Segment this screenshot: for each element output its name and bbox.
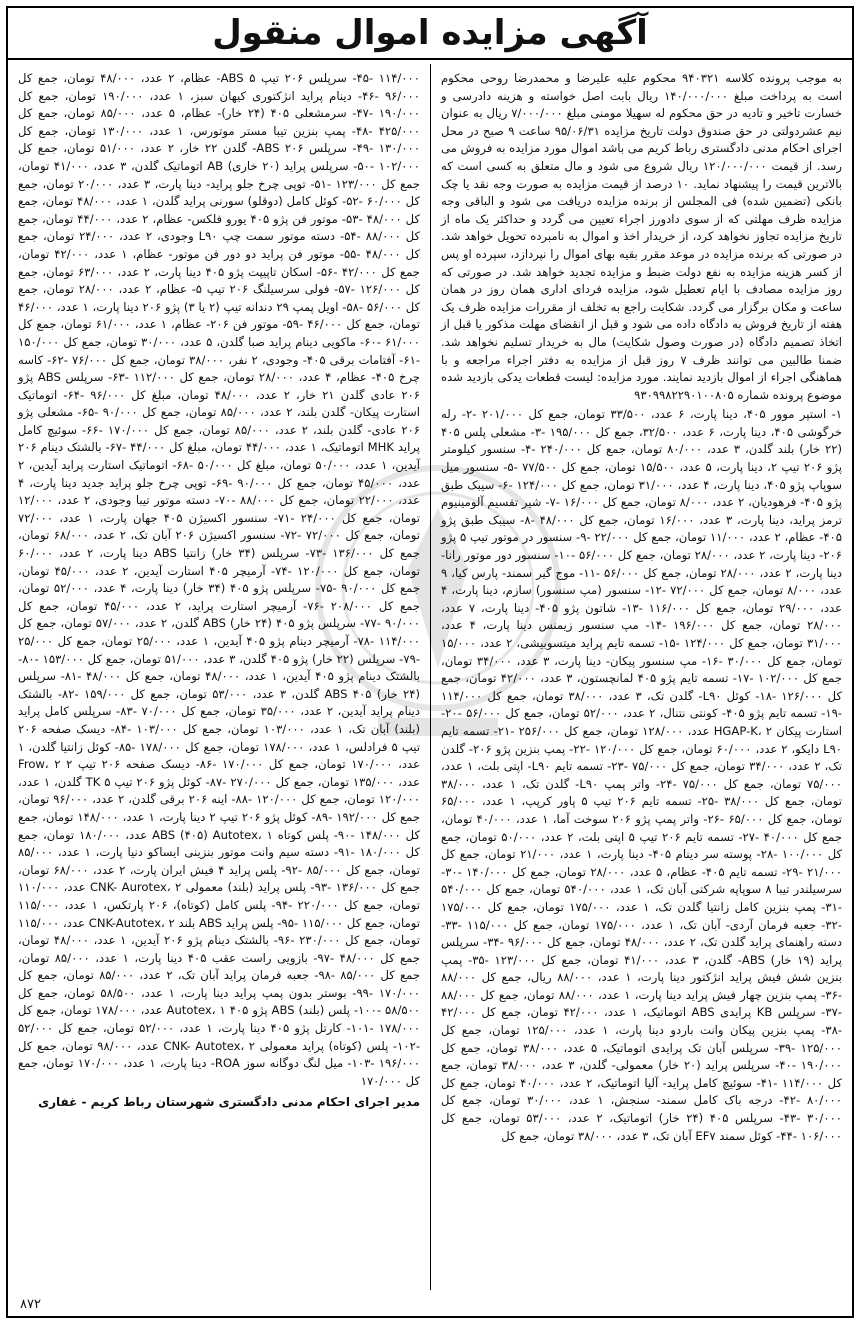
items-list-part-1: ۱- استپر موور ۴۰۵، دینا پارت، ۶ عدد، ۳۳/۵۰۰ تومان، جمع کل ۲۰۱/۰۰۰ -۲- رله خرگوشی ۴۰۵، دینا پارت، ۶ عدد، ۳۲/۵۰۰، جمع کل ۱۹۵/۰۰۰ -۳- مشعلی پلس ۴۰۵ (۲۲ خار) بلند گلدن، ۳ عدد، ۸۰/۰۰۰ تومان، جمع کل ۲۴۰/۰۰۰ -۴- سنسور کیلومتر پژو ۲۰۶ تیپ ۲، دینا پارت، ۵ عدد، ۱۵/۵۰۰ تومان، جمع کل ۷۷/۵۰۰ -۵- سنسور میل سوپاپ پژو ۴۰۵، دینا پارت، ۴ عدد، ۳۱/۰۰۰ تومان، جمع کل ۱۲۴/۰۰۰ -۶- سیبک طبق پژو ۴۰۵- فرهودیان، ۲ عدد، ۸/۰۰۰ تومان، جمع کل ۱۶/۰۰۰ -۷- شیر تقسیم آلومینیوم ترمز پراید، دینا پارت، ۳ عدد، ۱۶/۰۰۰ تومان، جمع کل ۴۸/۰۰۰ -۸- سیبک طبق پژو ۴۰۵- عظام، ۲ عدد، ۱۱/۰۰۰ تومان، جمع کل ۲۲/۰۰۰ -۹- سنسور در موتور تیپ ۵ پژو ۲۰۶- دینا پارت، ۲ عدد، ۲۸/۰۰۰ تومان، جمع کل ۵۶/۰۰۰ -۱۰- سنسور دور موتور رانا- دینا پارت، ۲ عدد، ۲۸/۰۰۰ تومان، جمع کل ۵۶/۰۰۰ -۱۱- موج گیر سمند- پارس کیا، ۹ عدد، ۸/۰۰۰ تومان، جمع کل ۷۲/۰۰۰ -۱۲- سنسور (مپ سنسور) سازم، دینا پارت، ۴ عدد، ۲۹/۰۰۰ تومان، جمع کل ۱۱۶/۰۰۰ -۱۳- شاتون پژو ۴۰۵- دینا پارت، ۷ عدد، ۲۸/۰۰۰ تومان، جمع کل ۱۹۶/۰۰۰ -۱۴- مپ سنسور زیمنس دینا پارت، ۴ عدد، ۳۱/۰۰۰ تومان، جمع کل ۱۲۴/۰۰۰ -۱۵- تسمه تایم پراید میتسوبیشی، ۲ عدد، ۱۵/۰۰۰ تومان، جمع کل ۳۰/۰۰۰ -۱۶- مپ سنسور پیکان- دینا پارت، ۳ عدد، ۳۴/۰۰۰ تومان، جمع کل ۱۰۲/۰۰۰ -۱۷- تسمه تایم پژو ۴۰۵ لمانچستون، ۳ عدد، ۴۲/۰۰۰ تومان، جمع کل ۱۲۶/۰۰۰ -۱۸- کوئل L۹۰- گلدن تک، ۳ عدد، ۳۸/۰۰۰ تومان، جمع کل ۱۱۴/۰۰۰ -۱۹- تسمه تایم پژو ۴۰۵- کونتی نتنال، ۲ عدد، ۵۲/۰۰۰ تومان، جمع کل ۵۶/۰۰۰ -۲۰- استارت پیکان HGAP-K، ۲ عدد، ۱۲۸/۰۰۰ تومان، جمع کل ۲۵۶/۰۰۰ -۲۱- تسمه تایم L۹۰ دایکو، ۲ عدد، ۶۰/۰۰۰ تومان، جمع کل ۱۲۰/۰۰۰ -۲۲- پمپ بنزین پژو ۲۰۶- گلدن تک، ۲ عدد، ۳۴/۰۰۰ تومان، جمع کل ۷۵/۰۰۰ -۲۳- تسمه تایم L۹۰- اپتی بلت، ۱ عدد، ۷۵/۰۰۰ تومان، جمع کل ۷۵/۰۰۰ -۲۴- واتر پمپ L۹۰- گلدن تک، ۱ عدد، ۳۸/۰۰۰ تومان، جمع کل ۳۸/۰۰۰ -۲۵- تسمه تایم ۲۰۶ تیپ ۵ پاور کرپپ، ۱ عدد، ۶۵/۰۰۰ تومان، جمع کل ۶۵/۰۰۰ -۲۶- واتر پمپ پژو ۲۰۶ سوخت آما، ۱ عدد، ۴۰/۰۰۰ تومان، جمع کل ۴۰/۰۰۰ -۲۷- تسمه تایم ۲۰۶ تیپ ۵ اپتی بلت، ۲ عدد، ۵۰/۰۰۰ تومان، جمع کل ۱۰۰/۰۰۰ -۲۸- پوسته سر دینام ۴۰۵- دینا پارت، ۱ عدد، ۲۱/۰۰۰ تومان، جمع کل ۲۱/۰۰۰ -۲۹- تسمه تایم ۴۰۵- عظام، ۵ عدد، ۲۸/۰۰۰ تومان، جمع کل ۱۴۰/۰۰۰ -۳۰- سرسیلندر تیبا ۸ سوپاپه شرکتی آبان تک، ۱ عدد، ۵۴۰/۰۰۰ تومان، جمع کل ۵۴۰/۰۰۰ -۳۱- پمپ بنزین کامل زانتیا گلدن تک، ۱ عدد، ۱۷۵/۰۰۰ تومان، جمع کل ۱۷۵/۰۰۰ -۳۲- جعبه فرمان آردی- آبان تک، ۱ عدد، ۱۷۵/۰۰۰ تومان، جمع کل ۱۱۵/۰۰۰ -۳۳- دسته راهنمای پراید گلدن تک، ۲ عدد، ۴۸/۰۰۰ تومان، جمع کل ۹۶/۰۰۰ -۳۴- سرپلس پراید (۱۹ خار) ABS- گلدن، ۳ عدد، ۴۱/۰۰۰ تومان، جمع کل ۱۲۳/۰۰۰ -۳۵- پمپ بنزین شش فیش پراید انژکتور دینا پارت، ۱ عدد، ۸۸/۰۰۰ ریال، جمع کل ۸۸/۰۰۰ -۳۶- پمپ بنزین چهار فیش پراید دینا پارت، ۱ عدد، ۸۸/۰۰۰ تومان، جمع کل ۸۸/۰۰۰ -۳۷- سرپلس KB پرایدی ABS اتوماتیک، ۱ عدد، ۴۲/۰۰۰ تومان، جمع کل ۴۲/۰۰۰ -۳۸- پمپ بنزین پیکان وانت باردو دینا پارت، ۱ عدد، ۱۲۵/۰۰۰ تومان، جمع کل ۱۲۵/۰۰۰ -۳۹- سرپلس آبان تک پرایدی اتوماتیک، ۵ عدد، ۳۸/۰۰۰ تومان، جمع کل ۱۹۰/۰۰۰ -۴۰- سرپلس پراید (۲۰ خار) معمولی- گلدن، ۳ عدد، ۳۸/۰۰۰ تومان، جمع کل ۱۱۴/۰۰۰ -۴۱- سوئیچ کامل پراید- آلیا اتوماتیک، ۲ عدد، ۴۰/۰۰۰ تومان، جمع کل ۸۰/۰۰۰ -۴۲- درجه باک کامل سمند- سنجش، ۱ عدد، ۳۰/۰۰۰ تومان، جمع کل ۳۰/۰۰۰ -۴۳- سرپلس ۴۰۵ (۲۴ خار) اتوماتیک، ۲ عدد، ۵۳/۰۰۰ تومان، جمع کل ۱۰۶/۰۰۰ -۴۴- کوئل سمند EF۷ آبان تک، ۳ عدد، ۳۸/۰۰۰ تومان، جمع کل <box>441 407 843 1143</box>
signature-line: مدیر اجرای احکام مدنی دادگستری شهرستان رباط کریم - غفاری <box>38 1095 420 1110</box>
right-column <box>430 64 852 1290</box>
document-page <box>6 6 854 1318</box>
content-columns <box>8 64 852 1290</box>
title-bar <box>8 8 852 60</box>
intro-paragraph: به موجب پرونده کلاسه ۹۴۰۳۲۱ محکوم علیه علیرضا و محمدرضا روحی محکوم است به پرداخت مبلغ ۱۴۰/۰۰۰/۰۰۰ ریال بابت اصل خواسته و هزینه دادرسی و خسارت تاخیر و تادیه در حق محکوم له سهیلا مومنی مبلغ ۷/۰۰۰/۰۰۰ ریال به عنوان نیم عشردولتی در حق صندوق دولت تاریخ مزایده ۹۵/۰۶/۳۱ ساعت ۹ صبح در محل اجرای احکام مدنی دادگستری رباط کریم می باشد اموال مورد مزایده به فروش می رسد. از قیمت ۱۲۰/۰۰۰/۰۰۰ ریال شروع می شود و مال متعلق به کسی است که بالاترین قیمت را پیشنهاد نماید. ۱۰ درصد از قیمت مزایده به صورت وجه نقد یا چک بانکی (تضمین شده) فی المجلس از برنده مزایده دریافت می شود و الباقی وجه مزایده ظرف مهلتی که از سوی دادورز اجراء تعیین می گردد و حداکثر یک ماه از تاریخ مزایده تجاوز نخواهد کرد، از خریدار اخذ و اموال به نامبرده تحویل خواهد شد. در صورتی که برنده مزایده در موعد مقرر بقیه بهای اموال را نپردازد، سپرده او پس از کسر هزینه مزایده به نفع دولت ضبط و مزایده تجدید خواهد شد. در صورتی که روز مزایده مصادف با ایام تعطیل شود، مزایده فردای اداری همان روز در همان ساعت و مکان برگزار می گردد. شکایت راجع به تخلف از مقررات مزایده ظرف یک هفته از تاریخ فروش به دادگاه داده می شود و قبل از انقضای مهلت مذکور یا قبل از اتخاذ تصمیم دادگاه (در صورت وصول شکایت) مال به خریدار تسلیم نخواهد شد. ضمنا طالبین می توانند ظرف ۷ روز قبل از مزایده به دفتر اجراء مراجعه و با هماهنگی اجراء از اموال بازدید نمایند. مورد مزایده: لیست قطعات یدکی بازدید شده موضوع پرونده شماره ۹۳۰۹۹۸۲۲۹۰۱۰۰۸۰۵ <box>441 71 843 402</box>
page-number: ۸۷۲ <box>20 1297 41 1312</box>
left-column <box>8 64 430 1290</box>
page-title: آگهی مزایده اموال منقول <box>212 13 648 53</box>
items-list-part-2: ۱۱۴/۰۰۰ -۴۵- سرپلس ۲۰۶ تیپ ۵ ABS- عظام، ۲ عدد، ۴۸/۰۰۰ تومان، جمع کل ۹۶/۰۰۰ -۴۶- دینام پراید انژکتوری کیهان سبز، ۱ عدد، ۱۹۰/۰۰۰ تومان، جمع کل ۱۹۰/۰۰۰ -۴۷- سرمشعلی ۴۰۵ (۲۴ خار)- عظام، ۵ عدد، ۸۵/۰۰۰ تومان، جمع کل ۴۲۵/۰۰۰ -۴۸- پمپ بنزین تیبا مستر موتورس، ۱ عدد، ۱۳۰/۰۰۰ تومان، جمع کل ۱۳۰/۰۰۰ -۴۹- سرپلس ۲۰۶ ABS- گلدن ۲۲ خار، ۲ عدد، ۵۱/۰۰۰ تومان، جمع کل ۱۰۲/۰۰۰ -۵۰- سرپلس پراید (۲۰ خاری) AB اتوماتیک گلدن، ۳ عدد، ۴۱/۰۰۰ تومان، جمع کل ۱۲۳/۰۰۰ -۵۱- توپی چرخ جلو پراید- دینا پارت، ۳ عدد، ۲۰/۰۰۰ تومان، جمع کل ۶۰/۰۰۰ -۵۲- کوئل کامل (دوقلو) سورنی پراید گلدن، ۱ عدد، ۴۸/۰۰۰ تومان، جمع کل ۴۸/۰۰۰ -۵۳- موتور فن پژو ۴۰۵ یورو فلکس- عظام، ۲ عدد، ۴۴/۰۰۰ تومان، جمع کل ۸۸/۰۰۰ -۵۴- دسته موتور سمت چپ L۹۰ وجودی، ۲ عدد، ۲۴/۰۰۰ تومان، جمع کل ۴۸/۰۰۰ -۵۵- موتور فن پراید دو دور فن موتور- عظام، ۱ عدد، ۴۲/۰۰۰ تومان، جمع کل ۴۲/۰۰۰ -۵۶- اسکان تاپیپت پژو ۴۰۵ دینا پارت، ۲ عدد، ۶۳/۰۰۰ تومان، جمع کل ۱۲۶/۰۰۰ -۵۷- فولی سرسیلنگ ۲۰۶ تیپ ۵- عظام، ۲ عدد، ۲۸/۰۰۰ تومان، جمع کل ۵۶/۰۰۰ -۵۸- اویل پمپ ۲۹ دندانه تیپ (۲ یا ۳) پژو ۲۰۶ دینا پارت، ۱ عدد، ۴۶/۰۰۰ تومان، جمع کل ۴۶/۰۰۰ -۵۹- موتور فن ۲۰۶- عظام، ۱ عدد، ۶۱/۰۰۰ تومان، جمع کل ۶۱/۰۰۰ -۶۰- ماکویی دینام پراید صبا گلدن، ۵ عدد، ۳۰/۰۰۰ تومان، جمع کل ۱۵۰/۰۰۰ -۶۱- آفتامات برقی ۴۰۵- وجودی، ۲ نفر، ۳۸/۰۰۰ تومان، جمع کل ۷۶/۰۰۰ -۶۲- کاسه چرخ ۴۰۵- عظام، ۴ عدد، ۲۸/۰۰۰ تومان، جمع کل ۱۱۲/۰۰۰ -۶۳- سرپلس ABS پژو ۲۰۶ عادی گلدن ۲۱ خار، ۲ عدد، ۴۸/۰۰۰ تومان، مبلغ کل ۹۶/۰۰۰ -۶۴- اتوماتیک استارت پیکان- گلدن بلند، ۲ عدد، ۸۵/۰۰۰ تومان، جمع کل ۹۰/۰۰۰ -۶۵- مشعلی پژو ۲۰۶ عادی- گلدن بلند، ۲ عدد، ۸۵/۰۰۰ تومان، جمع کل ۱۷۰/۰۰۰ -۶۶- سوئیچ کامل پراید MHK اتوماتیک، ۱ عدد، ۴۴/۰۰۰ تومان، مبلغ کل ۴۴/۰۰۰ -۶۷- بالشتک دینام ۲۰۶ آیدین، ۱ عدد، ۵۰/۰۰۰ تومان، مبلغ کل ۵۰/۰۰۰ -۶۸- اتوماتیک استارت پراید آیدین، ۲ عدد، ۴۵/۰۰۰ تومان، جمع کل ۹۰/۰۰۰ -۶۹- توپی چرخ جلو پراید جدید دینا پارت، ۴ عدد، ۲۲/۰۰۰ تومان، جمع کل ۸۸/۰۰۰ -۷۰- دسته موتور تیبا وجودی، ۲ عدد، ۱۲/۰۰۰ تومان، جمع کل ۲۴/۰۰۰ -۷۱- سنسور اکسیژن ۴۰۵ جهان پارت، ۱ عدد، ۷۲/۰۰۰ تومان، جمع کل ۷۲/۰۰۰ -۷۲- سنسور اکسیژن ۲۰۶ آبان تک، ۲ عدد، ۶۸/۰۰۰ تومان، جمع کل ۱۳۶/۰۰۰ -۷۳- سرپلس (۳۴ خار) زانتیا ABS دینا پارت، ۲ عدد، ۶۰/۰۰۰ تومان، جمع کل ۱۲۰/۰۰۰ -۷۴- آرمیچر ۴۰۵ استارت آیدین، ۲ عدد، ۴۵/۰۰۰ تومان، جمع کل ۹۰/۰۰۰ -۷۵- سرپلس پژو ۴۰۵ (۳۴ خار) دینا پارت، ۴ عدد، ۵۲/۰۰۰ تومان، جمع کل ۲۰۸/۰۰۰ -۷۶- آرمیچر استارت پراید، ۲ عدد، ۴۵/۰۰۰ تومان، جمع کل ۹۰/۰۰۰ -۷۷- سرپلس پژو ۴۰۵ (۲۴ خار) ABS گلدن، ۲ عدد، ۵۷/۰۰۰ تومان، جمع کل ۱۱۴/۰۰۰ -۷۸- آرمیچر دینام پژو ۴۰۵ آیدین، ۱ عدد، ۲۵/۰۰۰ تومان، جمع کل ۲۵/۰۰۰ -۷۹- سرپلس (۲۲ خار) پژو ۴۰۵ گلدن، ۳ عدد، ۵۱/۰۰۰ تومان، جمع کل ۱۵۳/۰۰۰ -۸۰- بالشتک دینام پژو ۴۰۵ آیدین، ۱ عدد، ۴۸/۰۰۰ تومان، جمع کل ۴۸/۰۰۰ -۸۱- سرپلس (۲۴ خار) ABS ۴۰۵ گلدن، ۳ عدد، ۵۳/۰۰۰ تومان، جمع کل ۱۵۹/۰۰۰ -۸۲- بالشتک دینام پراید آیدین، ۲ عدد، ۳۵/۰۰۰ تومان، جمع کل ۷۰/۰۰۰ -۸۳- سرپلس کامل پراید (بلند) آبان تک، ۱ عدد، ۱۰۳/۰۰۰ تومان، جمع کل ۱۰۳/۰۰۰ -۸۴- دیسک صفحه ۲۰۶ تیپ ۵ فرادلس، ۱ عدد، ۱۷۸/۰۰۰ تومان، جمع کل ۱۷۸/۰۰۰ -۸۵- کوئل زانتیا گلدن، ۱ عدد، ۱۷۰/۰۰۰ تومان، جمع کل ۱۷۰/۰۰۰ -۸۶- دیسک صفحه ۲۰۶ تیپ ۲ Frow، ۲ عدد، ۱۳۵/۰۰۰ تومان، جمع کل ۲۷۰/۰۰۰ -۸۷- کوئل پژو ۲۰۶ تیپ TK ۵ گلدن، ۱ عدد، ۱۲۰/۰۰۰ تومان، جمع کل ۱۲۰/۰۰۰ -۸۸- اینه ۲۰۶ برقی گلدن، ۲ عدد، ۹۶/۰۰۰ تومان، جمع کل ۱۹۲/۰۰۰ -۸۹- کوئل پژو ۲۰۶ تیپ ۲ دینا پارت، ۱ عدد، ۱۴۸/۰۰۰ تومان، جمع کل ۱۴۸/۰۰۰ -۹۰- پلس کوتاه ABS (۴۰۵) Autotex، ۱ عدد، ۱۸۰/۰۰۰ تومان، جمع کل ۱۸۰/۰۰۰ -۹۱- دسته سیم وانت موتور بنزینی ایساکو دنیا پارت، ۱ عدد، ۸۵/۰۰۰ تومان، جمع کل ۸۵/۰۰۰ -۹۲- پلس پراید ۴ فیش ایران پارت، ۲ عدد، ۶۸/۰۰۰ تومان، جمع کل ۱۳۶/۰۰۰ -۹۳- پلس پراید (بلند) معمولی CNK- Aurotex، ۲ عدد، ۱۱۰/۰۰۰ تومان، جمع کل ۲۲۰/۰۰۰ -۹۴- پلس کامل (کوتاه)، ۲۰۶ پارتکس، ۱ عدد، ۱۱۵/۰۰۰ تومان، جمع کل ۱۱۵/۰۰۰ -۹۵- پلس پراید ABS بلند CNK-Autotex، ۲ عدد، ۱۱۵/۰۰۰ تومان، جمع کل ۲۳۰/۰۰۰ -۹۶- بالشتک دینام پژو ۲۰۶ آیدین، ۱ عدد، ۴۸/۰۰۰ تومان، جمع کل ۴۸/۰۰۰ -۹۷- بازویی راست عقب ۴۰۵ دینا پارت، ۱ عدد، ۸۵/۰۰۰ تومان، جمع کل ۸۵/۰۰۰ -۹۸- جعبه فرمان پراید آبان تک، ۲ عدد، ۸۵/۰۰۰ تومان، جمع کل ۱۷۰/۰۰۰ -۹۹- بوستر بدون پمپ پراید دینا پارت، ۱ عدد، ۵۸/۵۰۰ تومان، جمع کل ۵۸/۵۰۰ -۱۰۰- پلس (بلند) ABS پژو ۴۰۵ Autotex، ۱ عدد، ۱۷۸/۰۰۰ تومان، جمع کل ۱۷۸/۰۰۰ -۱۰۱- کارتل پژو ۴۰۵ دینا پارت، ۱ عدد، ۵۲/۰۰۰ تومان، جمع کل ۵۲/۰۰۰ -۱۰۲- پلس (کوتاه) پراید معمولی CNK- Autotex، ۲ عدد، ۹۸/۰۰۰ تومان، جمع کل ۱۹۶/۰۰۰ -۱۰۳- میل لنگ دوگانه سوز ROA- دینا پارت، ۱ عدد، ۱۷۰/۰۰۰ تومان، جمع کل ۱۷۰/۰۰۰ <box>18 71 421 1088</box>
